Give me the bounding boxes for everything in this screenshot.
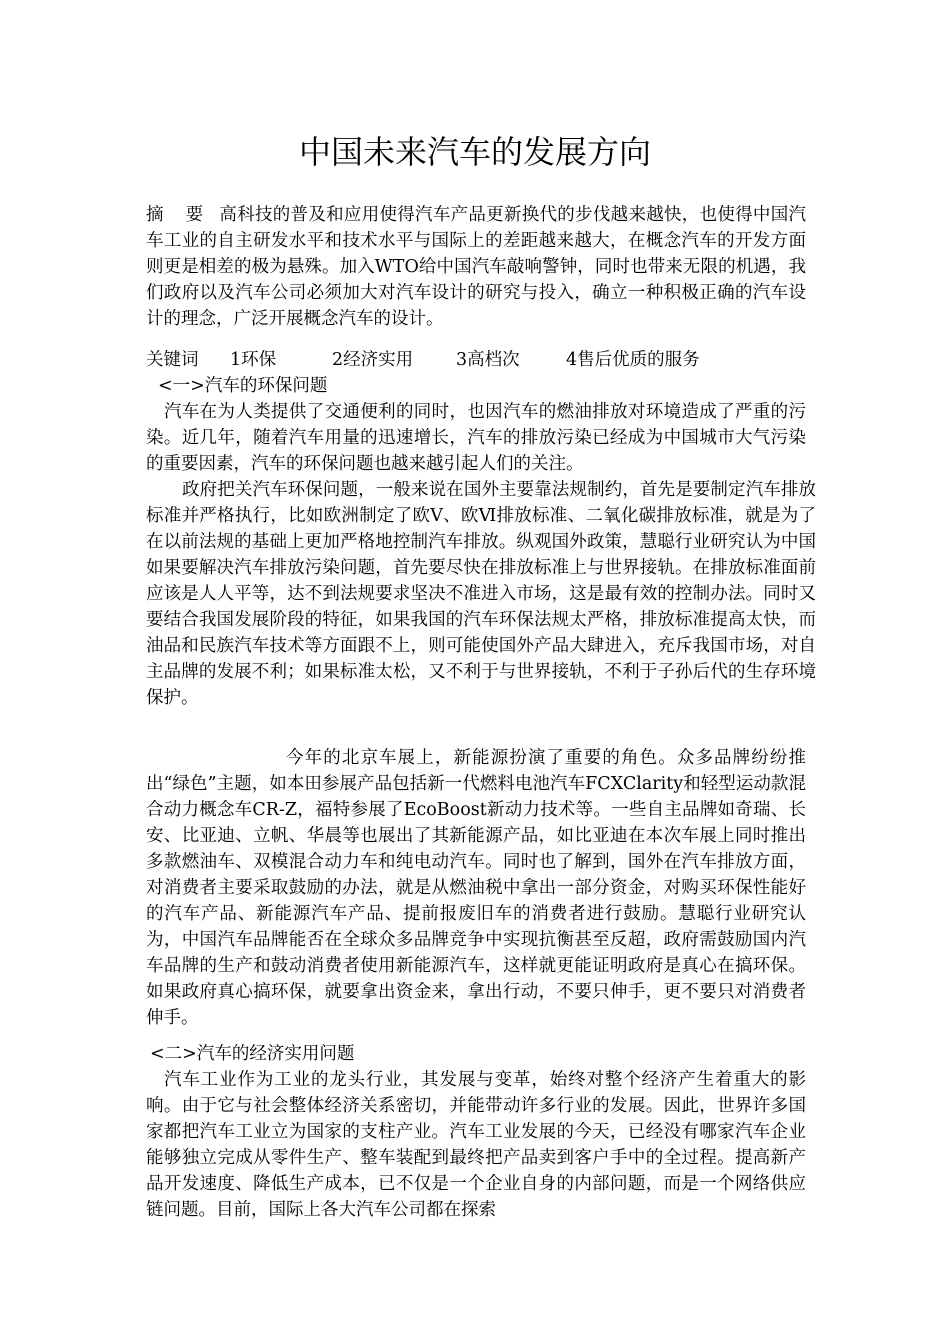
keyword-item: 3高档次 [456,350,520,370]
abstract-text: 高科技的普及和应用使得汽车产品更新换代的步伐越来越快，也使得中国汽车工业的自主研发水平和技术水平与国际上的差距越来越大，在概念汽车的开发方面则更是相差的极为悬殊。加入WTO给中国汽车敲响警钟，同时也带来无限的机遇，我们政府以及汽车公司必须加大对汽车设计的研究与投入，确立一种积极正确的汽车设计的理念，广泛开展概念汽车的设计。 [146,205,806,329]
keyword-item: 1环保 [230,350,277,370]
document-title: 中国未来汽车的发展方向 [298,133,651,171]
abstract-paragraph [146,202,806,332]
abstract-label: 摘 要 [146,205,212,225]
body-paragraph: 汽车在为人类提供了交通便利的同时，也因汽车的燃油排放对环境造成了严重的污染。近几年，随着汽车用量的迅速增长，汽车的排放污染已经成为中国城市大气污染的重要因素，汽车的环保问题也越来越引起人们的关注。 [146,402,806,474]
keyword-item: 2经济实用 [332,350,414,370]
keywords-line [146,347,700,373]
body-paragraph: 汽车工业作为工业的龙头行业，其发展与变革，始终对整个经济产生着重大的影响。由于它与社会整体经济关系密切，并能带动许多行业的发展。因此，世界许多国家都把汽车工业立为国家的支柱产业。汽车工业发展的今天，已经没有哪家汽车企业能够独立完成从零件生产、整车装配到最终把产品卖到客户手中的全过程。提高新产品开发速度、降低生产成本，已不仅是一个企业自身的内部问题，而是一个网络供应链问题。目前，国际上各大汽车公司都在探索 [146,1070,806,1220]
section-heading: <一>汽车的环保问题 [158,376,328,396]
body-paragraph: 今年的北京车展上，新能源扮演了重要的角色。众多品牌纷纷推出“绿色”主题，如本田参展产品包括新一代燃料电池汽车FCXClarity和轻型运动款混合动力概念车CR-Z，福特参展了EcoBoost新动力技术等。一些自主品牌如奇瑞、长安、比亚迪、立帆、华晨等也展出了其新能源产品，如比亚迪在本次车展上同时推出多款燃油车、双模混合动力车和纯电动汽车。同时也了解到，国外在汽车排放方面，对消费者主要采取鼓励的办法，就是从燃油税中拿出一部分资金，对购买环保性能好的汽车产品、新能源汽车产品、提前报废旧车的消费者进行鼓励。慧聪行业研究认为，中国汽车品牌能否在全球众多品牌竞争中实现抗衡甚至反超，政府需鼓励国内汽车品牌的生产和鼓动消费者使用新能源汽车，这样就更能证明政府是真心在搞环保。如果政府真心搞环保，就要拿出资金来，拿出行动，不要只伸手，更不要只对消费者伸手。 [146,748,806,1028]
body-paragraph: 政府把关汽车环保问题，一般来说在国外主要靠法规制约，首先是要制定汽车排放标准并严格执行，比如欧洲制定了欧Ⅴ、欧Ⅵ排放标准、二氧化碳排放标准，就是为了在以前法规的基础上更加严格地控制汽车排放。纵观国外政策，慧聪行业研究认为中国如果要解决汽车排放污染问题，首先要尽快在排放标准上与世界接轨。在排放标准面前应该是人人平等，达不到法规要求坚决不准进入市场，这是最有效的控制办法。同时又要结合我国发展阶段的特征，如果我国的汽车环保法规太严格，排放标准提高太快，而油品和民族汽车技术等方面跟不上，则可能使国外产品大肆进入，充斥我国市场，对自主品牌的发展不利；如果标准太松，又不利于与世界接轨，不利于子孙后代的生存环境保护。 [146,480,816,708]
keywords-label: 关键词 [146,350,199,370]
section-heading: <二>汽车的经济实用问题 [150,1044,355,1064]
keyword-item: 4售后优质的服务 [566,350,700,370]
